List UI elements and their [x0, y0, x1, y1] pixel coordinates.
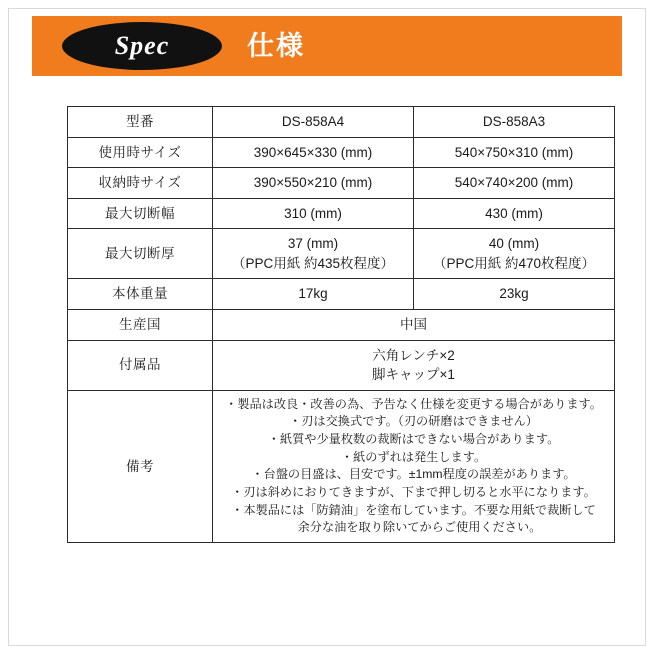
row-label-max-cut-thickness: 最大切断厚: [68, 229, 213, 279]
note-item: ・本製品には「防錆油」を塗布しています。不要な用紙で裁断して: [231, 502, 596, 517]
note-item: ・刃は交換式です。（刃の研磨はできません）: [289, 414, 538, 429]
row-value-in-use-size-b: 540×750×310 (mm): [414, 137, 615, 168]
table-row: [68, 168, 615, 199]
row-label-country: 生産国: [68, 309, 213, 340]
table-row: [68, 198, 615, 229]
note-item: ・紙のずれは発生します。: [340, 449, 487, 464]
spec-badge-label: Spec: [114, 31, 170, 60]
note-item: ・製品は改良・改善の為、予告なく仕様を変更する場合があります。: [225, 396, 602, 411]
row-value-model-b: DS-858A3: [414, 107, 615, 138]
row-value-accessories: [213, 340, 615, 390]
table-row: [68, 137, 615, 168]
table-row: [68, 309, 615, 340]
table-row: [68, 229, 615, 279]
max-cut-thickness-b-line2: （PPC用紙 約470枚程度）: [432, 255, 596, 271]
row-label-in-use-size: 使用時サイズ: [68, 137, 213, 168]
table-row: [68, 279, 615, 310]
row-value-max-cut-thickness-b: [414, 229, 615, 279]
page-title: 仕様: [247, 31, 305, 61]
row-label-max-cut-width: 最大切断幅: [68, 198, 213, 229]
note-item: ・台盤の目盛は、目安です。±1mm程度の誤差があります。: [251, 467, 576, 482]
table-row: [68, 390, 615, 543]
row-value-weight-b: 23kg: [414, 279, 615, 310]
accessories-line1: 六角レンチ×2: [372, 347, 455, 363]
row-label-notes: 備考: [68, 390, 213, 543]
row-label-model: 型番: [68, 107, 213, 138]
row-value-stored-size-a: 390×550×210 (mm): [213, 168, 414, 199]
max-cut-thickness-b-line1: 40 (mm): [488, 236, 540, 252]
row-label-accessories: 付属品: [68, 340, 213, 390]
row-value-max-cut-width-b: 430 (mm): [414, 198, 615, 229]
row-value-max-cut-thickness-a: [213, 229, 414, 279]
row-label-weight: 本体重量: [68, 279, 213, 310]
row-value-model-a: DS-858A4: [213, 107, 414, 138]
max-cut-thickness-a-line1: 37 (mm): [287, 236, 339, 252]
row-value-notes: [213, 390, 615, 543]
row-value-country: 中国: [213, 309, 615, 340]
spec-header-band: [32, 16, 622, 76]
spec-badge: [62, 22, 222, 70]
spec-table-wrapper: [67, 106, 602, 543]
row-value-in-use-size-a: 390×645×330 (mm): [213, 137, 414, 168]
max-cut-thickness-a-line2: （PPC用紙 約435枚程度）: [231, 255, 395, 271]
row-value-weight-a: 17kg: [213, 279, 414, 310]
spec-table: [67, 106, 615, 543]
note-item: ・紙質や少量枚数の裁断はできない場合があります。: [267, 432, 560, 446]
table-row: [68, 340, 615, 390]
note-item: ・刃は斜めにおりてきますが、下まで押し切ると水平になります。: [231, 485, 596, 500]
row-label-stored-size: 収納時サイズ: [68, 168, 213, 199]
row-value-stored-size-b: 540×740×200 (mm): [414, 168, 615, 199]
accessories-line2: 脚キャップ×1: [372, 367, 455, 383]
table-row: [68, 107, 615, 138]
note-item-continuation: 余分な油を取り除いてからご使用ください。: [297, 520, 542, 535]
row-value-max-cut-width-a: 310 (mm): [213, 198, 414, 229]
